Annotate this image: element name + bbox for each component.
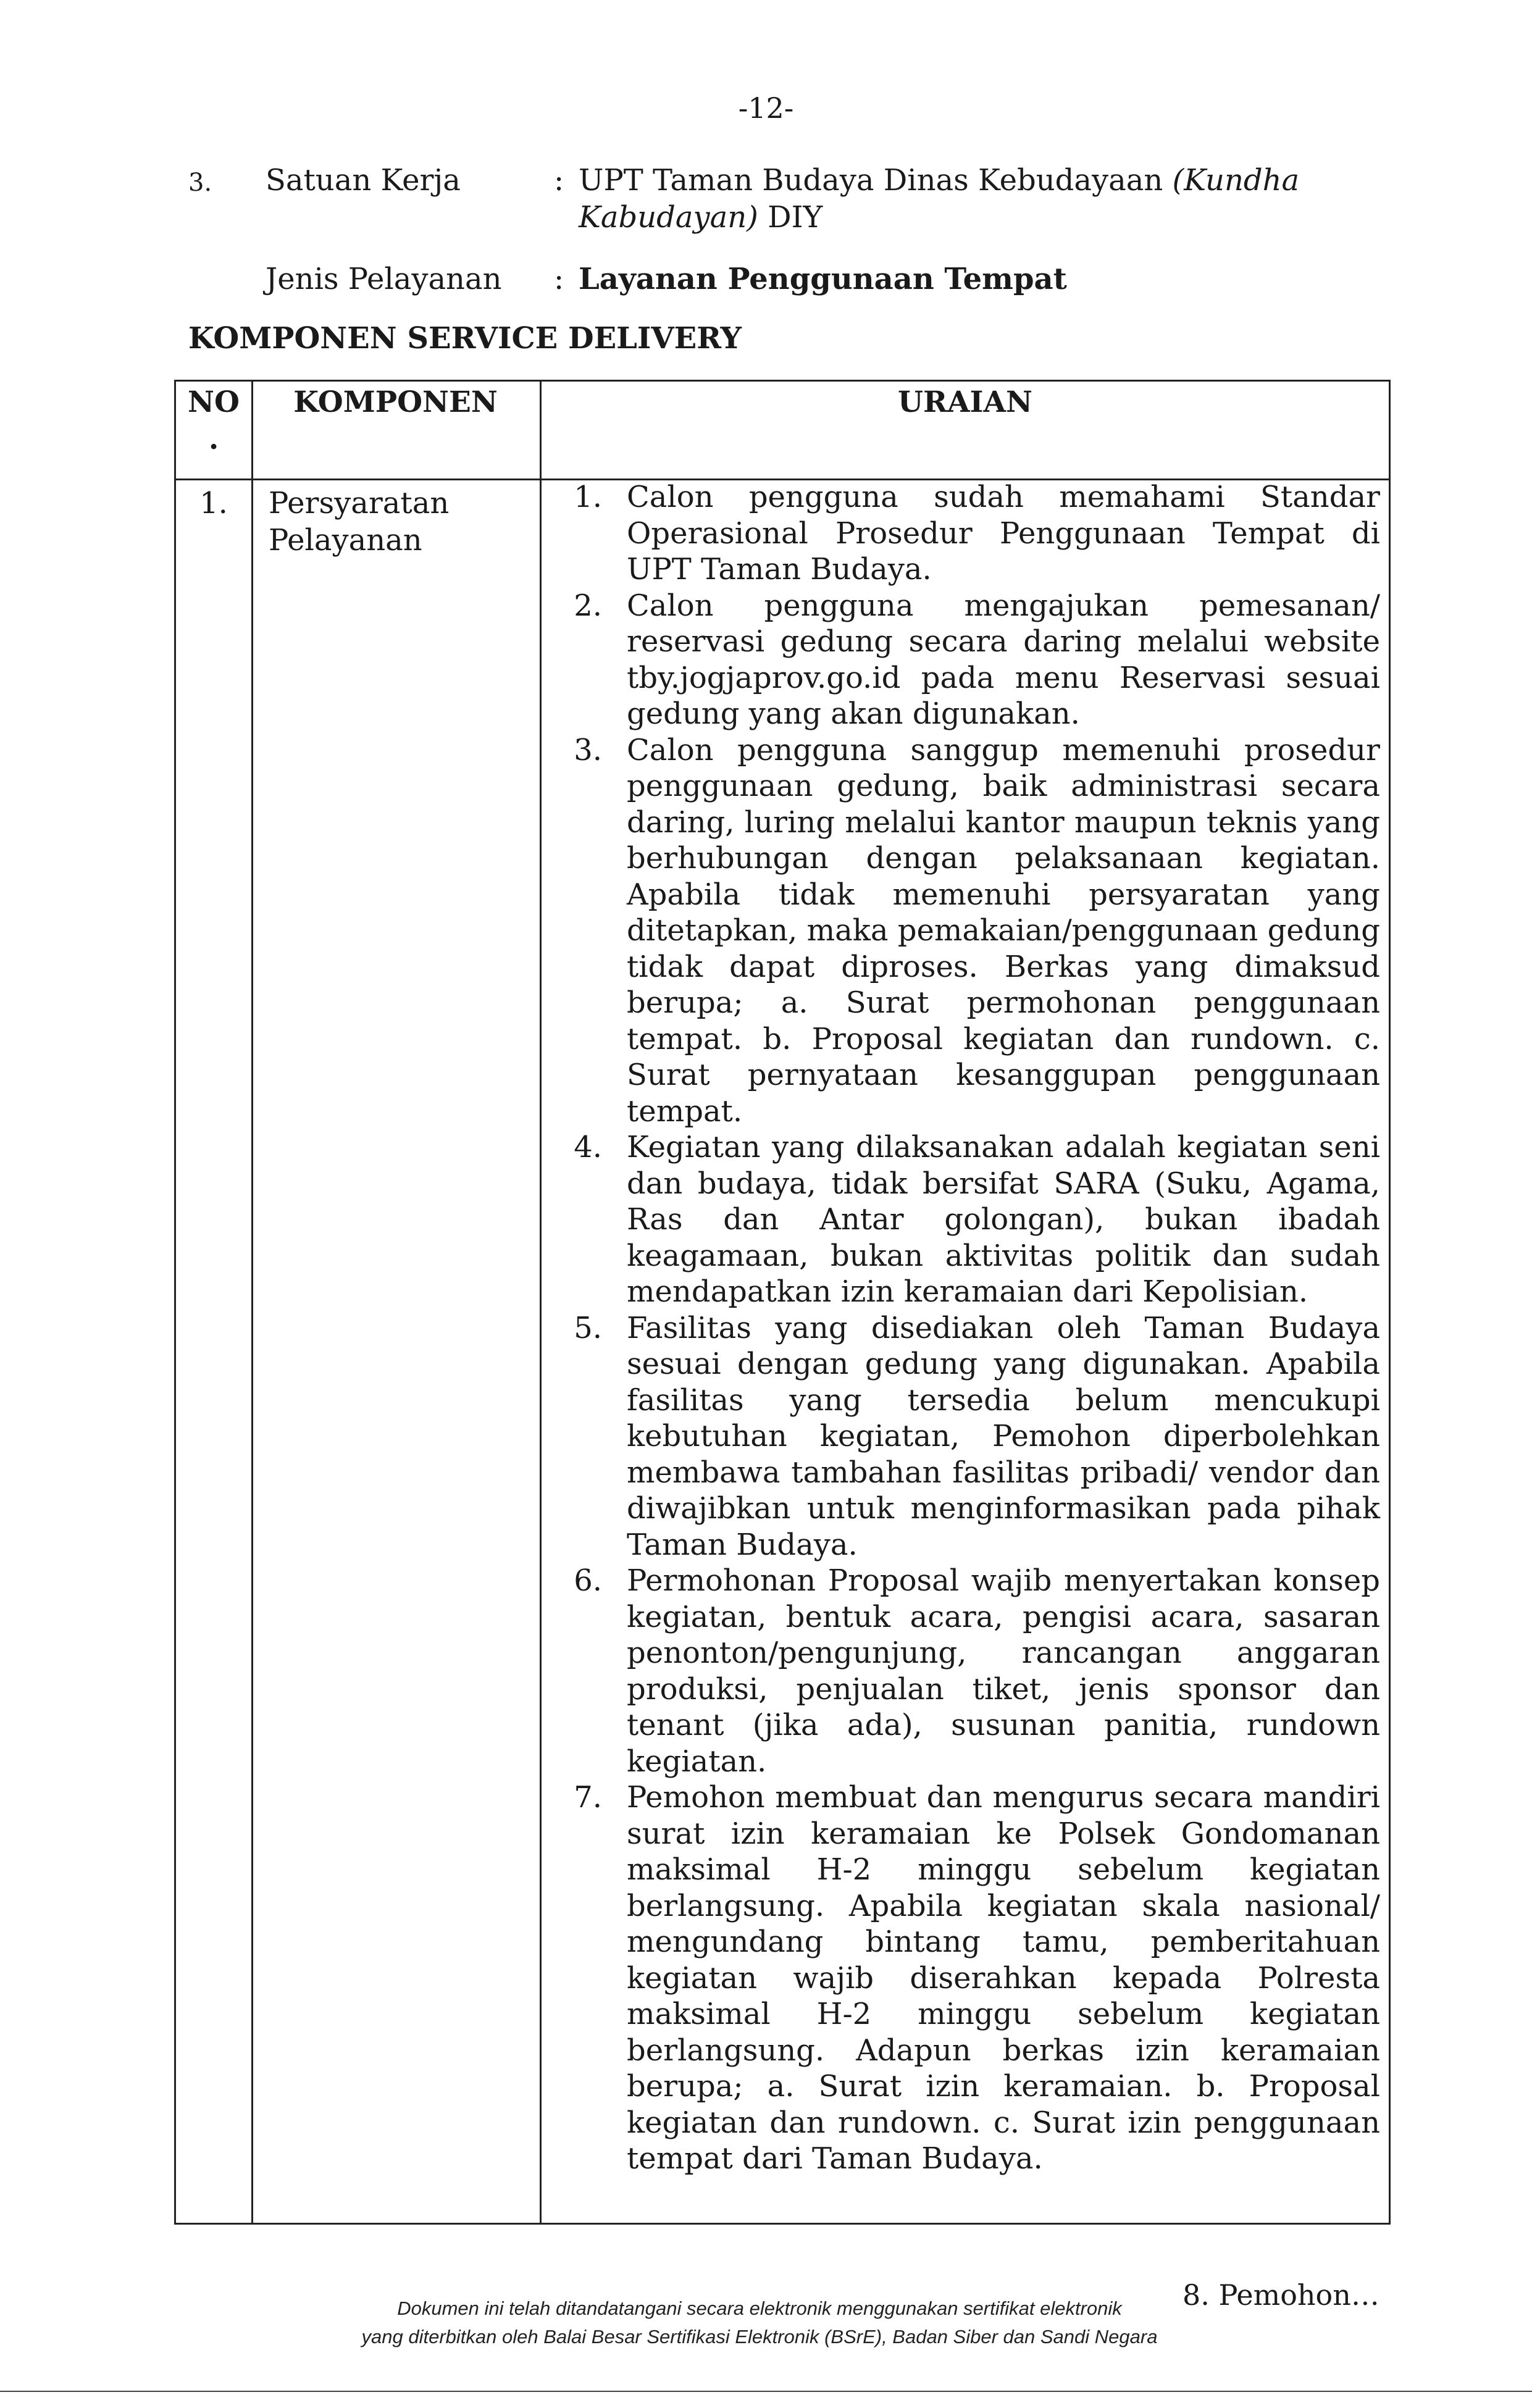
footer-divider [0,2391,1532,2392]
unit-row [0,162,1532,242]
unit-colon: : [554,163,564,198]
service-row [0,261,1532,298]
unit-value-italic: (Kundha Kabudayan) [579,163,1300,235]
continuation-note: 8. Pemohon… [1182,2278,1379,2312]
signature-note: Dokumen ini telah ditandatangani secara elektronik menggunakan sertifikat elektronik yang diterbitkan oleh Balai Besar Sertifikasi Elektronik (BSrE), Badan Siber dan Sandi Negara [361,2297,1158,2347]
list-item: 2. Calon pengguna mengajukan pemesanan/ reservasi gedung secara daring melalui website tby.jogjaprov.go.id pada menu Reservasi sesuai gedung yang akan digunakan. [574,588,1380,731]
column-divider [251,382,253,2223]
page-number: -12- [738,91,794,125]
row-component: Persyaratan Pelayanan [269,486,450,558]
list-item: 3. Calon pengguna sanggup memenuhi prosedur penggunaan gedung, baik administrasi secara daring, luring melalui kantor maupun teknis yang berhubungan dengan pelaksanaan kegiatan. Apabila tidak memenuhi persyaratan yang ditetapkan, maka pemakaian/penggunaan gedung tidak dapat diproses. Berkas yang dimaksud berupa; a. Surat permohonan penggunaan tempat. b. Proposal kegiatan dan rundown. c. Surat pernyataan kesanggupan penggunaan tempat. [574,732,1380,1129]
unit-value: UPT Taman Budaya Dinas Kebudayaan (Kundha Kabudayan) DIY [579,163,1300,235]
list-item: 7. Pemohon membuat dan mengurus secara mandiri surat izin keramaian ke Polsek Gondomanan maksimal H-2 minggu sebelum kegiatan berlangsung. Apabila kegiatan skala nasional/ mengundang bintang tamu, pemberitahuan kegiatan wajib diserahkan kepada Polresta maksimal H-2 minggu sebelum kegiatan berlangsung. Adapun berkas izin keramaian berupa; a. Surat izin keramaian. b. Proposal kegiatan dan rundown. c. Surat izin penggunaan tempat dari Taman Budaya. [574,1780,1380,2176]
list-item: 4. Kegiatan yang dilaksanakan adalah kegiatan seni dan budaya, tidak bersifat SARA (Suku, Agama, Ras dan Antar golongan), bukan ibadah keagamaan, bukan aktivitas politik dan sudah mendapatkan izin keramaian dari Kepolisian. [574,1130,1380,1309]
service-delivery-table [174,380,1391,2225]
row-number: 1. [199,486,228,520]
unit-label: Satuan Kerja [266,163,461,198]
header-description: URAIAN [898,385,1032,419]
list-item: 1. Calon pengguna sudah memahami Standar Operasional Prosedur Penggunaan Tempat di UPT Taman Budaya. [574,480,1380,587]
requirements-list [559,479,1380,2177]
list-item: 6. Permohonan Proposal wajib menyertakan konsep kegiatan, bentuk acara, pengisi acara, sasaran penonton/pengunjung, rancangan anggaran produksi, penjualan tiket, jenis sponsor dan tenant (jika ada), susunan panitia, rundown kegiatan. [574,1563,1380,1779]
service-colon: : [554,262,564,296]
section-heading: KOMPONEN SERVICE DELIVERY [188,321,742,356]
column-divider [540,382,542,2223]
header-component: KOMPONEN [293,385,498,419]
list-item: 5. Fasilitas yang disediakan oleh Taman Budaya sesuai dengan gedung yang digunakan. Apabila fasilitas yang tersedia belum mencukupi kebutuhan kegiatan, Pemohon diperbolehkan membawa tambahan fasilitas pribadi/ vendor dan diwajibkan untuk menginformasikan pada pihak Taman Budaya. [574,1310,1380,1562]
header-no: NO . [188,385,240,456]
item-number: 3. [188,169,212,197]
service-value: Layanan Penggunaan Tempat [579,262,1067,296]
service-label: Jenis Pelayanan [266,262,502,296]
